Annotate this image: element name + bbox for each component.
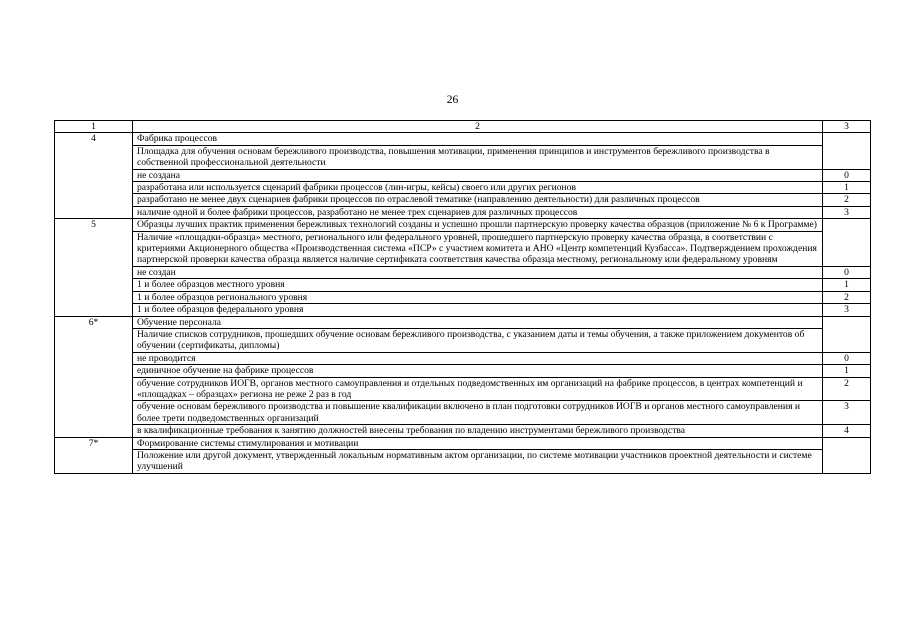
option-row	[55, 194, 871, 206]
option-row	[55, 425, 871, 437]
section-number: 5	[55, 219, 133, 316]
option-text: наличие одной и более фабрики процессов, разработано не менее трех сценариев для различных процессов	[133, 206, 823, 218]
section-number: 6*	[55, 316, 133, 437]
option-score: 0	[823, 169, 871, 181]
section-description: Наличие списков сотрудников, прошедших обучение основам бережливого производства, с указанием даты и темы обучения, а также приложением документов об обучении (сертификаты, дипломы)	[133, 328, 823, 352]
option-score: 3	[823, 206, 871, 218]
section-title: Фабрика процессов	[133, 133, 823, 145]
option-text: разработано не менее двух сценариев фабрики процессов по отраслевой тематике (направлению деятельности) для различных процессов	[133, 194, 823, 206]
section-title-row	[55, 316, 871, 328]
score-blank	[823, 316, 871, 352]
section-title-row	[55, 219, 871, 231]
option-row	[55, 169, 871, 181]
section-description-row	[55, 145, 871, 169]
option-score: 2	[823, 291, 871, 303]
option-row	[55, 182, 871, 194]
score-blank	[823, 219, 871, 267]
option-text: 1 и более образцов регионального уровня	[133, 291, 823, 303]
option-text: не создан	[133, 266, 823, 278]
option-score: 3	[823, 304, 871, 316]
option-score: 1	[823, 182, 871, 194]
option-row	[55, 304, 871, 316]
option-score: 4	[823, 425, 871, 437]
section-title: Образцы лучших практик применения бережливых технологий созданы и успешно прошли партнерскую проверку качества образцов (приложение № 6 к Программе)	[133, 219, 823, 231]
page-number: 26	[446, 94, 459, 106]
option-row	[55, 279, 871, 291]
section-title-row	[55, 437, 871, 449]
option-row	[55, 401, 871, 425]
option-row	[55, 352, 871, 364]
table-header-row	[55, 121, 871, 133]
option-text: в квалификационные требования к занятию должностей внесены требования по владению инструментами бережливого производства	[133, 425, 823, 437]
option-row	[55, 266, 871, 278]
option-row	[55, 365, 871, 377]
option-score: 1	[823, 279, 871, 291]
header-col-2: 2	[133, 121, 823, 133]
section-description: Положение или другой документ, утвержденный локальным нормативным актом организации, по системе мотивации участников проектной деятельности и системе улучшений	[133, 449, 823, 473]
option-score: 3	[823, 401, 871, 425]
option-text: не проводится	[133, 352, 823, 364]
option-score: 1	[823, 365, 871, 377]
option-text: не создана	[133, 169, 823, 181]
option-score: 2	[823, 377, 871, 401]
option-row	[55, 291, 871, 303]
section-description-row	[55, 328, 871, 352]
section-description-row	[55, 449, 871, 473]
option-score: 0	[823, 352, 871, 364]
section-number: 4	[55, 133, 133, 219]
option-text: обучение основам бережливого производства и повышение квалификации включено в план подготовки сотрудников ИОГВ и органов местного самоуправления и более трети подведомственных организаций	[133, 401, 823, 425]
option-text: единичное обучение на фабрике процессов	[133, 365, 823, 377]
section-number: 7*	[55, 437, 133, 473]
section-description-row	[55, 231, 871, 266]
score-blank	[823, 133, 871, 169]
option-score: 0	[823, 266, 871, 278]
section-title: Обучение персонала	[133, 316, 823, 328]
header-col-1: 1	[55, 121, 133, 133]
option-text: 1 и более образцов местного уровня	[133, 279, 823, 291]
section-title: Формирование системы стимулирования и мотивации	[133, 437, 823, 449]
criteria-table	[54, 120, 871, 474]
score-blank	[823, 437, 871, 473]
option-text: разработана или используется сценарий фабрики процессов (лин-игры, кейсы) своего или других регионов	[133, 182, 823, 194]
section-title-row	[55, 133, 871, 145]
section-description: Площадка для обучения основам бережливого производства, повышения мотивации, применения принципов и инструментов бережливого производства в собственной профессиональной деятельности	[133, 145, 823, 169]
option-text: обучение сотрудников ИОГВ, органов местного самоуправления и отдельных подведомственных им организаций на фабрике процессов, в центрах компетенций и «площадках – образцах» региона не реже 2 раз в год	[133, 377, 823, 401]
section-description: Наличие «площадки-образца» местного, регионального или федерального уровней, прошедшего партнерскую проверку качества образца, в соответствии с критериями Акционерного общества «Производственная система «ПСР» с участием комитета и АНО «Центр компетенций Кузбасса». Подтверждением прохождения партнерской проверки качества образца является наличие сертификата соответствия качества образца местному, региональному или федеральному уровням	[133, 231, 823, 266]
option-row	[55, 206, 871, 218]
header-col-3: 3	[823, 121, 871, 133]
option-row	[55, 377, 871, 401]
option-score: 2	[823, 194, 871, 206]
option-text: 1 и более образцов федерального уровня	[133, 304, 823, 316]
criteria-table-body	[55, 121, 871, 474]
